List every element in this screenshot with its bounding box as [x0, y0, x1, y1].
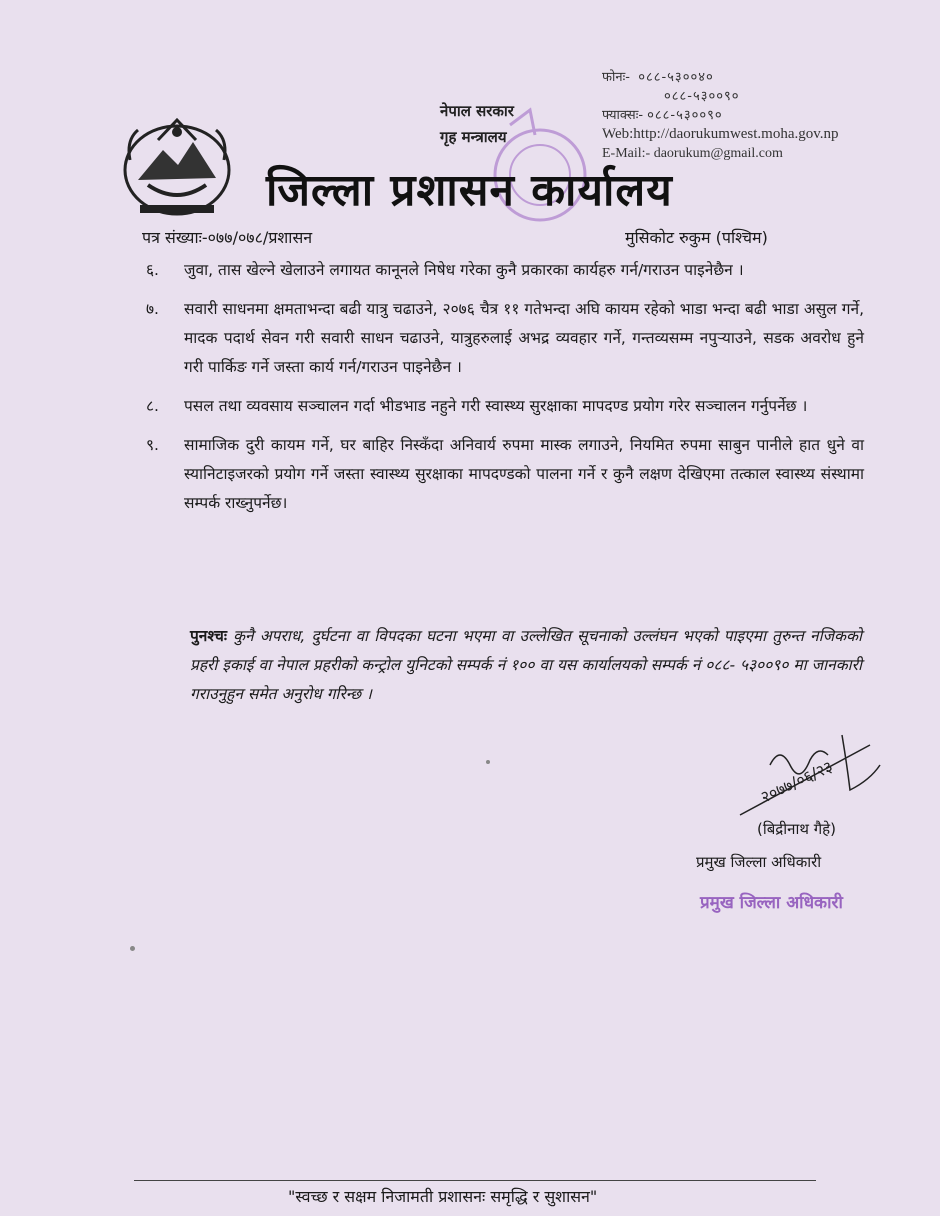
postscript-note: [190, 622, 862, 709]
item-text: सवारी साधनमा क्षमताभन्दा बढी यात्रु चढाउने, २०७६ चैत्र ११ गतेभन्दा अघि कायम रहेको भाडा भन्दा बढी भाडा असुल गर्ने, मादक पदार्थ सेवन गरी सवारी साधन चढाउने, यात्रुहरुलाई अभद्र व्यवहार गर्ने, गन्तव्यसम्म नपुर्‍याउने, सडक अवरोध हुने गरी पार्किङ गर्ने जस्ता कार्य गर्न/गराउन पाइनेछैन ।: [184, 300, 864, 376]
item-number: ६.: [146, 261, 159, 279]
postscript-label: पुनश्चः: [190, 627, 227, 645]
list-item: [146, 295, 864, 382]
fax-number: ०८८-५३००९०: [647, 108, 723, 123]
list-item: [146, 256, 864, 285]
handwritten-signature: [730, 725, 890, 825]
item-number: ९.: [146, 436, 159, 454]
item-number: ७.: [146, 300, 159, 318]
office-location: मुसिकोट रुकुम (पश्चिम): [625, 228, 768, 247]
list-item: [146, 431, 864, 518]
notice-items: [146, 256, 864, 528]
email: E-Mail:- daorukum@gmail.com: [602, 146, 783, 161]
nepal-emblem-icon: [118, 110, 236, 222]
list-item: [146, 392, 864, 421]
item-text: पसल तथा व्यवसाय सञ्चालन गर्दा भीडभाड नहुने गरी स्वास्थ्य सुरक्षाका मापदण्ड प्रयोग गरेर सञ्चालन गर्नुपर्नेछ ।: [184, 397, 808, 415]
signatory-title: प्रमुख जिल्ला अधिकारी: [696, 853, 822, 871]
phone-number-2: ०८८-५३००९०: [664, 89, 740, 104]
ministry-name: गृह मन्त्रालय: [440, 128, 507, 146]
government-name: नेपाल सरकार: [440, 102, 514, 120]
item-text: सामाजिक दुरी कायम गर्ने, घर बाहिर निस्कँदा अनिवार्य रुपमा मास्क लगाउने, नियमित रुपमा साबुन पानीले हात धुने वा स्यानिटाइजरको प्रयोग गर्ने जस्ता स्वास्थ्य सुरक्षाका मापदण्डको पालना गर्ने र कुनै लक्षण देखिएमा तत्काल स्वास्थ्य संस्थामा सम्पर्क राख्नुपर्नेछ।: [184, 436, 864, 512]
letter-reference: पत्र संख्याः-०७७/०७८/प्रशासन: [142, 228, 313, 247]
scan-speck: [130, 946, 135, 951]
designation-stamp: प्रमुख जिल्ला अधिकारी: [700, 893, 843, 913]
signatory-name: (बिद्रीनाथ गैहे): [757, 820, 836, 838]
footer-motto: "स्वच्छ र सक्षम निजामती प्रशासनः समृद्धि र सुशासन": [288, 1187, 598, 1206]
item-number: ८.: [146, 397, 159, 415]
phone-label: फोनः-: [602, 70, 630, 85]
office-title: जिल्ला प्रशासन कार्यालय: [266, 165, 673, 216]
fax-label: फ्याक्सः-: [602, 108, 644, 123]
website: Web:http://daorukumwest.moha.gov.np: [602, 126, 839, 142]
signature-date: २०७७/०६/२३: [757, 756, 836, 807]
contact-details: [602, 68, 839, 163]
scan-speck: [486, 760, 490, 764]
item-text: जुवा, तास खेल्ने खेलाउने लगायत कानूनले निषेध गरेका कुनै प्रकारका कार्यहरु गर्न/गराउन पाइनेछैन ।: [184, 261, 744, 279]
footer-divider: [134, 1180, 816, 1181]
phone-number-1: ०८८-५३००४०: [638, 70, 714, 85]
postscript-text: कुनै अपराध, दुर्घटना वा विपदका घटना भएमा वा उल्लेखित सूचनाको उल्लंघन भएको पाइएमा तुरुन्त नजिकको प्रहरी इकाई वा नेपाल प्रहरीको कन्ट्रोल युनिटको सम्पर्क नं १०० वा यस कार्यालयको सम्पर्क नं ०८८- ५३००९० मा जानकारी गराउनुहुन समेत अनुरोध गरिन्छ ।: [190, 627, 862, 703]
